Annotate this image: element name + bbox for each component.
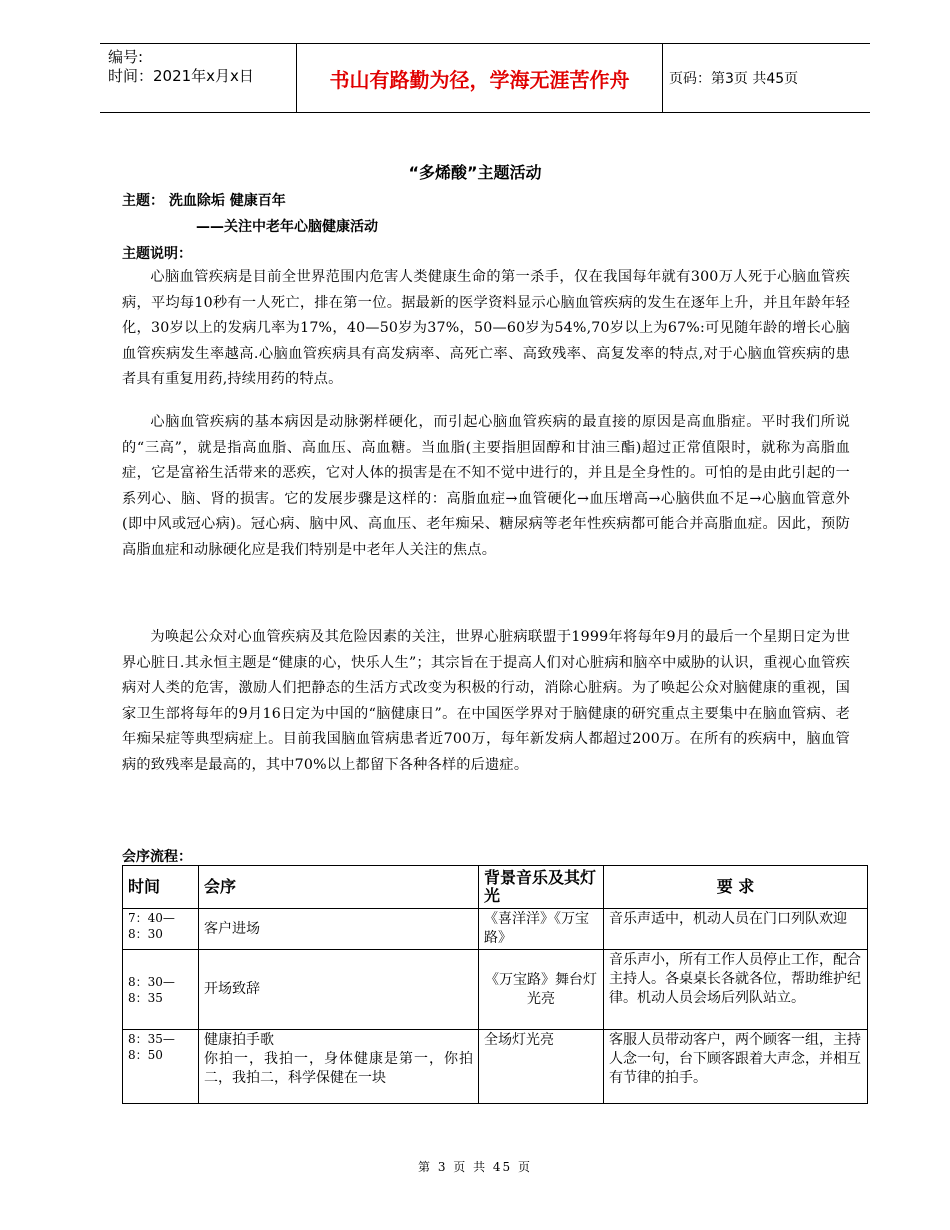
row-program: 健康拍手歌	[204, 1032, 274, 1048]
header-program: 会序	[199, 866, 479, 909]
page-footer: 第 3 页 共 45 页	[418, 1160, 532, 1174]
row-time: 8：30—8：35	[123, 950, 199, 1030]
row-requirement: 音乐声小，所有工作人员停止工作，配合主持人。各桌桌长各就各位，帮助维护纪律。机动人员会场后列队站立。	[604, 950, 868, 1030]
table-row	[123, 909, 868, 950]
row-time: 8：35—8：50	[123, 1030, 199, 1104]
program-table	[122, 865, 868, 1104]
header-music: 背景音乐及其灯光	[479, 866, 604, 909]
paragraph-2: 心脑血管疾病的基本病因是动脉粥样硬化，而引起心脑血管疾病的最直接的原因是高血脂症。平时我们所说的“三高”，就是指高血脂、高血压、高血糖。当血脂(主要指胆固醇和甘油三酯)超过正常值限时，就称为高脂血症，它是富裕生活带来的恶疾，它对人体的损害是在不知不觉中进行的，并且是全身性的。可怕的是由此引起的一系列心、脑、肾的损害。它的发展步骤是这样的：高脂血症→血管硬化→血压增高→心脑供血不足→心脑血管意外(即中风或冠心病)。冠心病、脑中风、高血压、老年痴呆、糖尿病等老年性疾病都可能合并高脂血症。因此，预防高脂血症和动脉硬化应是我们特别是中老年人关注的焦点。	[122, 414, 850, 558]
explanation-label: 主题说明：	[122, 246, 192, 262]
table-row	[123, 950, 868, 1030]
row-program: 客户进场	[199, 909, 479, 950]
row-requirement: 客服人员带动客户，两个顾客一组，主持人念一句，台下顾客跟着大声念，并相互有节律的拍手。	[604, 1030, 868, 1104]
paragraph-1: 心脑血管疾病是目前全世界范围内危害人类健康生命的第一杀手，仅在我国每年就有300万人死于心脑血管疾病，平均每10秒有一人死亡，排在第一位。据最新的医学资料显示心脑血管疾病的发生在逐年上升，并且年龄年轻化，30岁以上的发病几率为17%，40—50岁为37%，50—60岁为54%,70岁以上为67%:可见随年龄的增长心脑血管疾病发生率越高.心脑血管疾病具有高发病率、高死亡率、高致残率、高复发率的特点,对于心脑血管疾病的患者具有重复用药,持续用药的特点。	[122, 269, 850, 387]
document-date: 时间：2021年x月x日	[108, 67, 254, 85]
row-music: 《万宝路》舞台灯光亮	[479, 950, 604, 1030]
header-page-info: 页码：第3页 共45页	[669, 71, 799, 87]
page-header	[100, 43, 870, 113]
row-requirement: 音乐声适中，机动人员在门口列队欢迎	[604, 909, 868, 950]
paragraph-3: 为唤起公众对心血管疾病及其危险因素的关注，世界心脏病联盟于1999年将每年9月的最后一个星期日定为世界心脏日.其永恒主题是“健康的心，快乐人生”；其宗旨在于提高人们对心脏病和脑卒中威胁的认识，重视心血管疾病对人类的危害，激励人们把静态的生活方式改变为积极的行动，消除心脏病。为了唤起公众对脑健康的重视，国家卫生部将每年的9月16日定为中国的“脑健康日”。在中国医学界对于脑健康的研究重点主要集中在脑血管病、老年痴呆症等典型病症上。目前我国脑血管病患者近700万，每年新发病人都超过200万。在所有的疾病中，脑血管病的致残率是最高的，其中70%以上都留下各种各样的后遗症。	[122, 629, 850, 773]
row-music: 《喜洋洋》《万宝路》	[479, 909, 604, 950]
row-music: 全场灯光亮	[479, 1030, 604, 1104]
header-meta	[100, 44, 297, 112]
theme-line: 主题： 洗血除垢 健康百年	[122, 193, 286, 209]
row-program-detail: 你拍一，我拍一，身体健康是第一，你拍二，我拍二，科学保健在一块	[204, 1051, 473, 1086]
table-row	[123, 1030, 868, 1104]
document-number-label: 编号:	[108, 48, 144, 66]
document-title: “多烯酸”主题活动	[408, 163, 542, 182]
header-requirement: 要 求	[604, 866, 868, 909]
header-motto: 书山有路勤为径，学海无涯苦作舟	[297, 44, 663, 112]
row-program-cell	[199, 1030, 479, 1104]
header-time: 时间	[123, 866, 199, 909]
table-header-row	[123, 866, 868, 909]
row-program: 开场致辞	[199, 950, 479, 1030]
row-time: 7：40—8：30	[123, 909, 199, 950]
subtheme-line: ——关注中老年心脑健康活动	[196, 219, 378, 235]
flow-label: 会序流程：	[122, 849, 192, 865]
